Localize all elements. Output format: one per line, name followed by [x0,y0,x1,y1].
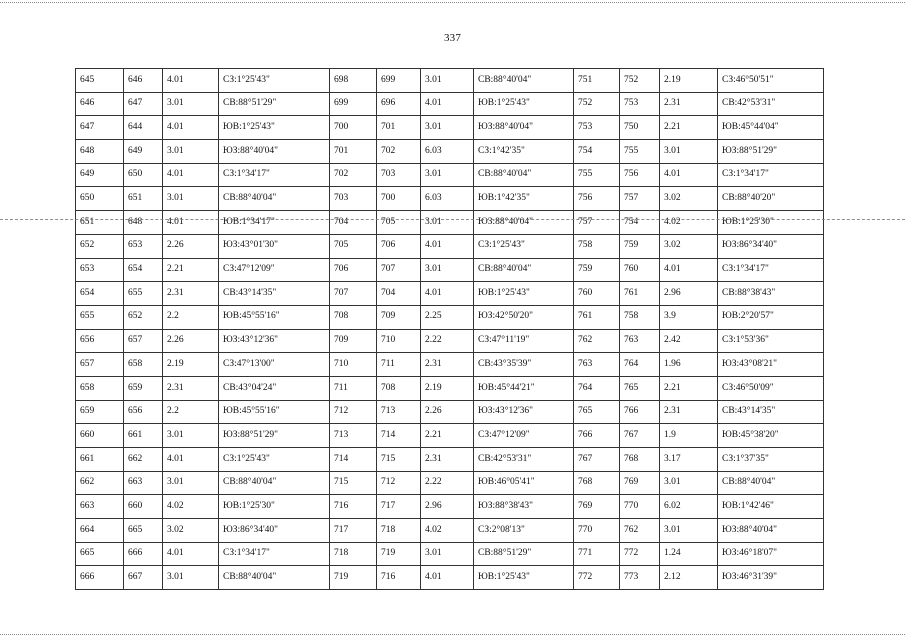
cell-length: 3.9 [660,305,718,329]
cell-bearing: ЮВ:45°44'21" [474,376,574,400]
cell-point-from: 660 [76,424,124,448]
cell-bearing: ЮВ:45°55'16" [219,305,330,329]
cell-point-to: 647 [124,92,163,116]
cell-bearing: ЮВ:1°42'35" [474,187,574,211]
cell-bearing: СЗ:1°34'17" [219,542,330,566]
cell-bearing: ЮЗ:43°01'30" [219,234,330,258]
cell-point-from: 751 [574,69,620,93]
cell-bearing: ЮЗ:86°34'40" [718,234,824,258]
table-row [76,258,824,282]
cell-bearing: ЮВ:1°34'17" [219,211,330,235]
cell-length: 2.96 [421,495,474,519]
cell-point-from: 663 [76,495,124,519]
cell-length: 4.01 [163,211,219,235]
cell-point-to: 718 [377,519,421,543]
cell-length: 4.01 [421,566,474,590]
cell-point-to: 652 [124,305,163,329]
cell-length: 2.2 [163,400,219,424]
cell-length: 4.02 [421,519,474,543]
cell-bearing: СЗ:1°34'17" [718,163,824,187]
cell-bearing: СЗ:2°08'13" [474,519,574,543]
cell-bearing: СВ:88°40'20" [718,187,824,211]
cell-length: 3.02 [163,519,219,543]
cell-point-from: 665 [76,542,124,566]
cell-point-from: 754 [574,140,620,164]
boundary-points-table-container [75,68,823,590]
cell-point-to: 658 [124,353,163,377]
cell-point-to: 757 [620,187,660,211]
cell-point-to: 768 [620,448,660,472]
cell-bearing: СВ:43°14'35" [219,282,330,306]
cell-point-from: 715 [330,471,377,495]
table-row [76,187,824,211]
cell-bearing: ЮЗ:88°51'29" [718,140,824,164]
cell-length: 6.03 [421,140,474,164]
cell-point-from: 713 [330,424,377,448]
cell-length: 2.26 [163,234,219,258]
cell-point-from: 710 [330,353,377,377]
cell-point-from: 661 [76,448,124,472]
cell-bearing: ЮВ:45°55'16" [219,400,330,424]
cell-point-to: 648 [124,211,163,235]
cell-point-to: 710 [377,329,421,353]
cell-point-from: 765 [574,400,620,424]
cell-point-from: 706 [330,258,377,282]
cell-length: 4.02 [163,495,219,519]
cell-length: 4.01 [421,282,474,306]
cell-point-to: 711 [377,353,421,377]
cell-length: 3.02 [660,187,718,211]
cell-point-to: 759 [620,234,660,258]
cell-point-from: 652 [76,234,124,258]
cell-length: 3.01 [163,566,219,590]
cell-bearing: СЗ:47°13'00" [219,353,330,377]
table-row [76,163,824,187]
cell-point-from: 708 [330,305,377,329]
cell-bearing: СВ:43°35'39" [474,353,574,377]
table-row [76,234,824,258]
cell-point-to: 667 [124,566,163,590]
cell-point-from: 719 [330,566,377,590]
cell-length: 2.19 [163,353,219,377]
cell-point-to: 644 [124,116,163,140]
cell-point-to: 646 [124,69,163,93]
cell-point-to: 766 [620,400,660,424]
cell-point-to: 762 [620,519,660,543]
cell-length: 4.01 [660,258,718,282]
cell-length: 2.22 [421,329,474,353]
cell-length: 4.01 [163,116,219,140]
cell-length: 2.21 [660,116,718,140]
cell-point-to: 665 [124,519,163,543]
cell-point-to: 715 [377,448,421,472]
cell-length: 4.01 [163,448,219,472]
page-number: 337 [443,32,462,44]
cell-point-from: 647 [76,116,124,140]
cell-point-from: 758 [574,234,620,258]
cell-point-to: 767 [620,424,660,448]
cell-point-to: 653 [124,234,163,258]
cell-bearing: СЗ:47°12'09" [219,258,330,282]
cell-length: 2.26 [421,400,474,424]
cell-point-to: 654 [124,258,163,282]
cell-bearing: СЗ:1°34'17" [718,258,824,282]
cell-length: 3.01 [163,424,219,448]
cell-point-to: 753 [620,92,660,116]
cell-bearing: СЗ:1°25'43" [219,69,330,93]
cell-length: 3.01 [421,116,474,140]
cell-length: 4.01 [421,234,474,258]
scan-bottom-edge [0,634,905,635]
cell-length: 4.01 [660,163,718,187]
cell-point-from: 701 [330,140,377,164]
cell-point-to: 761 [620,282,660,306]
cell-point-to: 773 [620,566,660,590]
cell-point-to: 760 [620,258,660,282]
cell-bearing: СВ:88°40'04" [474,69,574,93]
cell-point-to: 754 [620,211,660,235]
cell-bearing: ЮЗ:88°40'04" [718,519,824,543]
cell-bearing: СЗ:1°37'35" [718,448,824,472]
cell-point-to: 703 [377,163,421,187]
cell-bearing: СВ:88°40'04" [718,471,824,495]
cell-bearing: ЮЗ:46°31'39" [718,566,824,590]
table-row [76,69,824,93]
table-row [76,211,824,235]
cell-point-from: 768 [574,471,620,495]
cell-length: 2.21 [163,258,219,282]
cell-point-from: 655 [76,305,124,329]
cell-point-from: 658 [76,376,124,400]
cell-bearing: СЗ:1°42'35" [474,140,574,164]
cell-point-to: 770 [620,495,660,519]
cell-point-from: 711 [330,376,377,400]
cell-length: 2.19 [660,69,718,93]
cell-point-from: 656 [76,329,124,353]
cell-point-from: 648 [76,140,124,164]
cell-length: 3.02 [660,234,718,258]
cell-bearing: СВ:43°14'35" [718,400,824,424]
cell-point-from: 767 [574,448,620,472]
table-row [76,376,824,400]
table-row [76,471,824,495]
cell-length: 3.01 [421,69,474,93]
table-row [76,92,824,116]
scan-fold-line [0,219,905,220]
cell-point-to: 706 [377,234,421,258]
cell-length: 4.01 [163,542,219,566]
cell-bearing: СЗ:46°50'09" [718,376,824,400]
cell-bearing: СВ:42°53'31" [718,92,824,116]
cell-bearing: СЗ:1°53'36" [718,329,824,353]
cell-point-to: 650 [124,163,163,187]
cell-point-to: 660 [124,495,163,519]
cell-bearing: СВ:88°40'04" [474,258,574,282]
cell-point-from: 762 [574,329,620,353]
cell-point-to: 696 [377,92,421,116]
cell-length: 3.01 [421,163,474,187]
cell-point-to: 750 [620,116,660,140]
cell-point-to: 717 [377,495,421,519]
boundary-points-table [75,68,824,590]
table-row [76,353,824,377]
cell-point-from: 650 [76,187,124,211]
table-row [76,329,824,353]
cell-bearing: ЮВ:1°25'43" [474,92,574,116]
cell-point-from: 707 [330,282,377,306]
cell-length: 6.03 [421,187,474,211]
cell-bearing: ЮЗ:42°50'20" [474,305,574,329]
cell-bearing: ЮВ:1°25'43" [474,566,574,590]
cell-length: 3.01 [163,187,219,211]
cell-bearing: СВ:88°51'29" [219,92,330,116]
cell-point-to: 713 [377,400,421,424]
table-row [76,448,824,472]
cell-length: 3.01 [660,140,718,164]
cell-length: 2.19 [421,376,474,400]
cell-length: 3.01 [163,471,219,495]
cell-point-from: 645 [76,69,124,93]
table-body [76,69,824,590]
cell-point-from: 657 [76,353,124,377]
cell-length: 2.21 [660,376,718,400]
cell-point-to: 656 [124,400,163,424]
cell-length: 4.01 [421,92,474,116]
cell-length: 2.31 [163,282,219,306]
cell-bearing: ЮВ:46°05'41" [474,471,574,495]
cell-bearing: ЮЗ:88°40'04" [219,140,330,164]
cell-length: 2.96 [660,282,718,306]
table-row [76,519,824,543]
cell-bearing: ЮВ:2°20'57" [718,305,824,329]
table-row [76,282,824,306]
cell-point-from: 753 [574,116,620,140]
cell-point-from: 772 [574,566,620,590]
cell-bearing: ЮВ:1°25'43" [474,282,574,306]
cell-point-from: 702 [330,163,377,187]
cell-point-from: 752 [574,92,620,116]
table-row [76,305,824,329]
cell-point-from: 700 [330,116,377,140]
cell-point-from: 761 [574,305,620,329]
cell-bearing: СВ:88°40'04" [219,566,330,590]
cell-point-from: 709 [330,329,377,353]
cell-point-to: 708 [377,376,421,400]
cell-point-from: 769 [574,495,620,519]
cell-length: 2.22 [421,471,474,495]
cell-point-from: 718 [330,542,377,566]
cell-point-to: 661 [124,424,163,448]
cell-point-to: 769 [620,471,660,495]
cell-length: 2.31 [660,92,718,116]
cell-point-to: 772 [620,542,660,566]
cell-bearing: ЮЗ:86°34'40" [219,519,330,543]
cell-bearing: ЮЗ:43°12'36" [474,400,574,424]
cell-point-from: 717 [330,519,377,543]
cell-point-to: 719 [377,542,421,566]
cell-bearing: СЗ:1°34'17" [219,163,330,187]
cell-point-from: 699 [330,92,377,116]
cell-bearing: ЮВ:1°25'43" [219,116,330,140]
cell-length: 3.01 [660,471,718,495]
table-row [76,140,824,164]
cell-point-from: 756 [574,187,620,211]
cell-bearing: СВ:88°40'04" [474,163,574,187]
cell-point-to: 704 [377,282,421,306]
cell-bearing: СВ:88°51'29" [474,542,574,566]
cell-point-to: 655 [124,282,163,306]
cell-length: 2.31 [163,376,219,400]
cell-point-from: 649 [76,163,124,187]
cell-bearing: ЮВ:1°25'30" [219,495,330,519]
cell-bearing: ЮЗ:88°38'43" [474,495,574,519]
cell-bearing: ЮЗ:88°40'04" [474,116,574,140]
cell-length: 2.31 [660,400,718,424]
cell-point-to: 699 [377,69,421,93]
cell-bearing: СВ:43°04'24" [219,376,330,400]
cell-length: 2.26 [163,329,219,353]
cell-bearing: ЮВ:1°42'46" [718,495,824,519]
cell-point-to: 651 [124,187,163,211]
cell-point-from: 653 [76,258,124,282]
cell-point-to: 763 [620,329,660,353]
cell-point-from: 714 [330,448,377,472]
cell-length: 3.01 [660,519,718,543]
cell-length: 4.01 [163,163,219,187]
table-row [76,424,824,448]
cell-point-to: 712 [377,471,421,495]
cell-bearing: ЮЗ:43°12'36" [219,329,330,353]
cell-point-to: 702 [377,140,421,164]
cell-length: 2.2 [163,305,219,329]
table-row [76,542,824,566]
cell-bearing: СВ:88°38'43" [718,282,824,306]
cell-bearing: СЗ:47°11'19" [474,329,574,353]
cell-point-to: 765 [620,376,660,400]
cell-length: 6.02 [660,495,718,519]
cell-point-from: 704 [330,211,377,235]
cell-point-to: 662 [124,448,163,472]
cell-point-to: 755 [620,140,660,164]
cell-point-from: 703 [330,187,377,211]
cell-bearing: СЗ:1°25'43" [219,448,330,472]
cell-point-to: 666 [124,542,163,566]
cell-bearing: ЮЗ:88°51'29" [219,424,330,448]
cell-bearing: СЗ:47°12'09" [474,424,574,448]
cell-length: 4.02 [660,211,718,235]
cell-point-from: 757 [574,211,620,235]
cell-point-from: 662 [76,471,124,495]
cell-length: 1.9 [660,424,718,448]
cell-point-to: 716 [377,566,421,590]
cell-bearing: СВ:88°40'04" [219,471,330,495]
cell-point-to: 707 [377,258,421,282]
cell-length: 2.31 [421,353,474,377]
cell-point-to: 701 [377,116,421,140]
cell-point-from: 766 [574,424,620,448]
cell-point-from: 771 [574,542,620,566]
cell-length: 1.96 [660,353,718,377]
cell-bearing: ЮЗ:88°40'04" [474,211,574,235]
cell-point-from: 659 [76,400,124,424]
cell-length: 3.17 [660,448,718,472]
cell-point-from: 716 [330,495,377,519]
cell-bearing: СВ:88°40'04" [219,187,330,211]
cell-point-from: 759 [574,258,620,282]
table-row [76,400,824,424]
cell-point-to: 756 [620,163,660,187]
cell-point-to: 657 [124,329,163,353]
cell-point-to: 714 [377,424,421,448]
cell-length: 3.01 [421,542,474,566]
cell-bearing: СЗ:1°25'43" [474,234,574,258]
cell-length: 2.42 [660,329,718,353]
cell-point-from: 664 [76,519,124,543]
table-row [76,566,824,590]
cell-bearing: ЮЗ:43°08'21" [718,353,824,377]
cell-point-to: 659 [124,376,163,400]
cell-point-to: 709 [377,305,421,329]
table-row [76,116,824,140]
cell-point-from: 763 [574,353,620,377]
cell-point-to: 700 [377,187,421,211]
cell-point-to: 705 [377,211,421,235]
cell-point-from: 654 [76,282,124,306]
cell-bearing: ЮВ:45°44'04" [718,116,824,140]
cell-point-from: 770 [574,519,620,543]
cell-length: 2.25 [421,305,474,329]
cell-length: 2.12 [660,566,718,590]
cell-point-from: 698 [330,69,377,93]
cell-point-from: 646 [76,92,124,116]
cell-length: 2.31 [421,448,474,472]
cell-bearing: ЮВ:45°38'20" [718,424,824,448]
cell-point-from: 705 [330,234,377,258]
cell-point-to: 649 [124,140,163,164]
cell-length: 3.01 [421,258,474,282]
cell-point-from: 764 [574,376,620,400]
cell-point-from: 760 [574,282,620,306]
cell-point-from: 666 [76,566,124,590]
cell-length: 3.01 [163,140,219,164]
cell-point-from: 712 [330,400,377,424]
cell-bearing: ЮЗ:46°18'07" [718,542,824,566]
table-row [76,495,824,519]
cell-point-from: 651 [76,211,124,235]
cell-point-to: 663 [124,471,163,495]
cell-point-from: 755 [574,163,620,187]
cell-point-to: 758 [620,305,660,329]
cell-bearing: СЗ:46°50'51" [718,69,824,93]
cell-point-to: 764 [620,353,660,377]
cell-length: 4.01 [163,69,219,93]
cell-length: 3.01 [421,211,474,235]
cell-length: 3.01 [163,92,219,116]
cell-length: 2.21 [421,424,474,448]
scan-top-edge [0,2,905,3]
cell-bearing: ЮВ:1°25'30" [718,211,824,235]
cell-point-to: 752 [620,69,660,93]
cell-bearing: СВ:42°53'31" [474,448,574,472]
cell-length: 1.24 [660,542,718,566]
